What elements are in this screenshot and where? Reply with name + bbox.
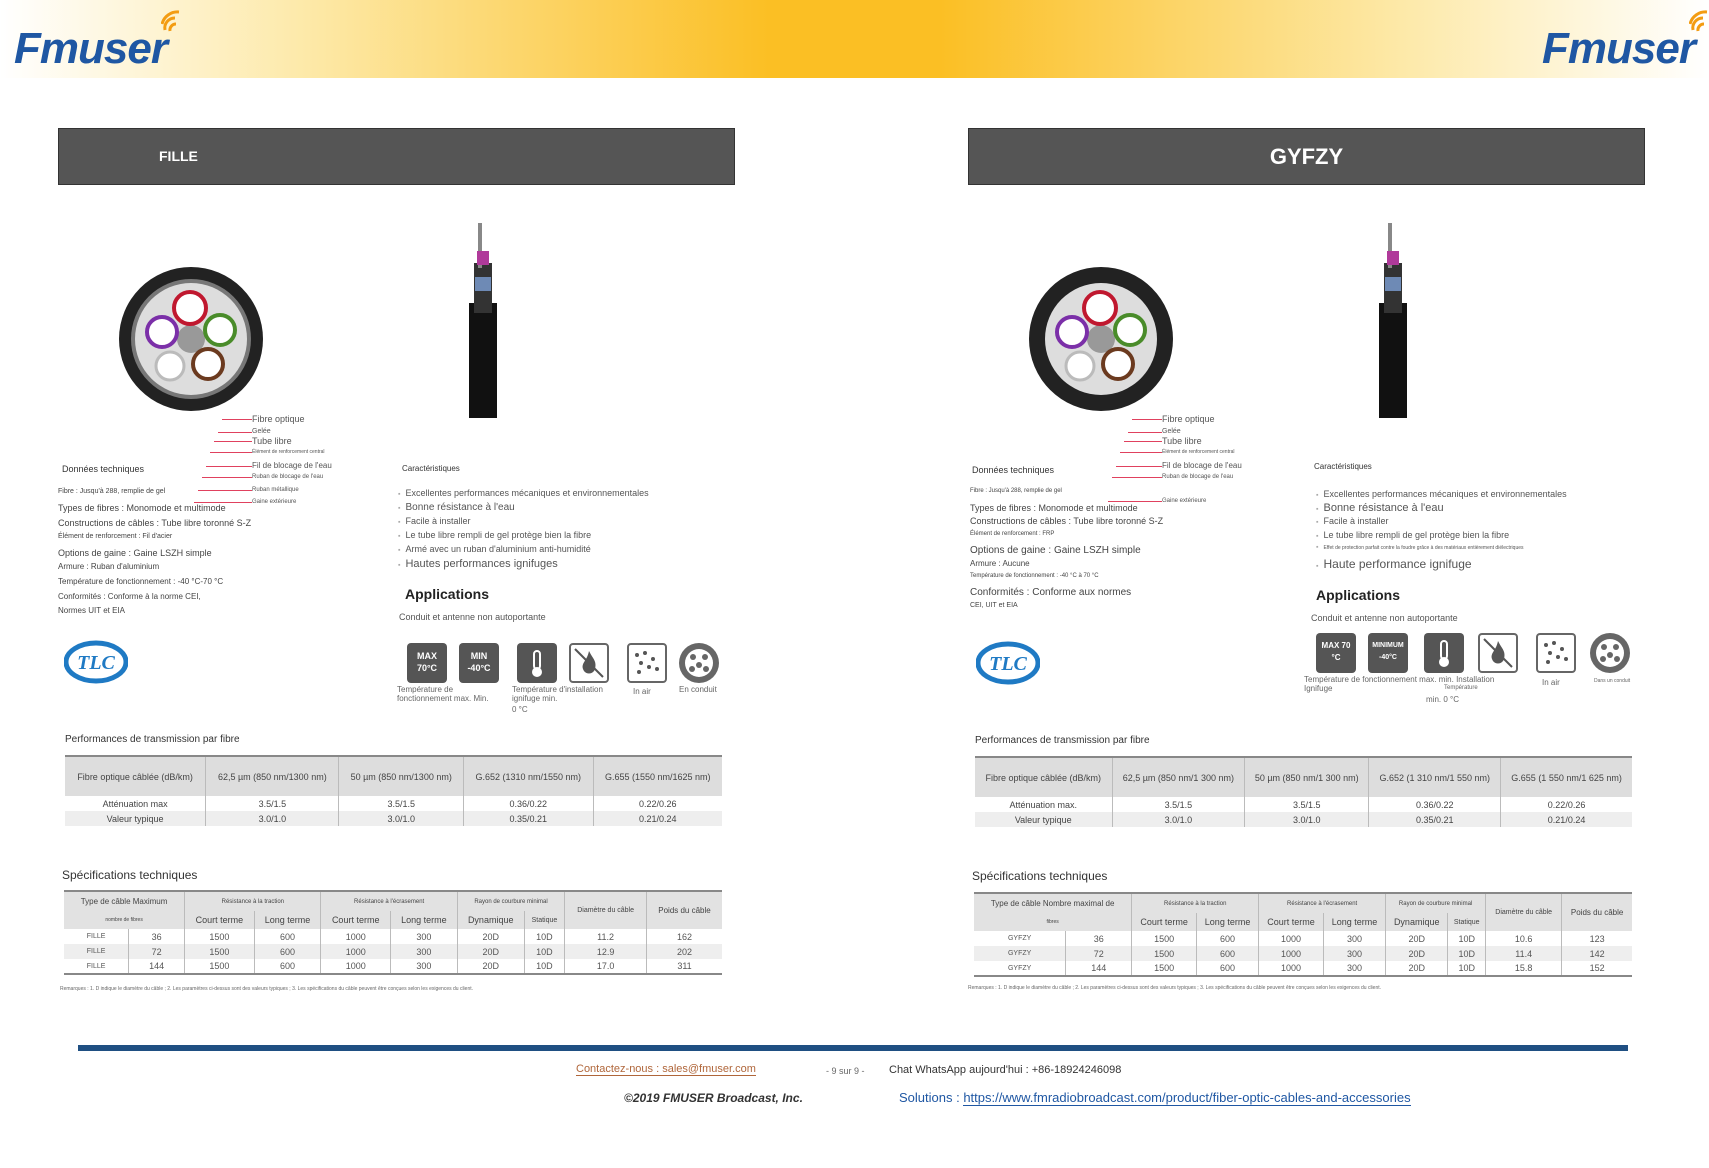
- table-cell: 1000: [1259, 931, 1324, 946]
- footer-divider: [78, 1045, 1628, 1051]
- transmission-table: [975, 756, 1632, 827]
- table-cell: 144: [129, 959, 185, 974]
- applications-title: Applications: [1316, 587, 1401, 603]
- table-cell: 3.5/1.5: [1245, 797, 1369, 812]
- feature-item: ▪ Le tube libre rempli de gel protège bien la fibre: [398, 530, 591, 540]
- tech-item: Conformités : Conforme aux normes: [970, 587, 1132, 598]
- applications-title: Applications: [405, 586, 490, 602]
- table-cell: FILLE: [86, 948, 106, 955]
- tech-item: Constructions de câbles : Tube libre toronné S-Z: [58, 518, 252, 528]
- table-cell: 600: [254, 959, 321, 974]
- transmission-table-title: Performances de transmission par fibre: [65, 734, 240, 745]
- table-row: [64, 959, 722, 974]
- table-cell: Valeur typique: [106, 813, 164, 824]
- table-cell: 20D: [457, 929, 524, 944]
- spec-table: [974, 892, 1632, 977]
- tech-item: Armure : Aucune: [970, 559, 1030, 568]
- table-header-cell: 62,5 µm (850 nm/1 300 nm): [1112, 757, 1245, 797]
- table-header-row: [64, 891, 722, 911]
- contact-email-link[interactable]: Contactez-nous : sales@fmuser.com: [576, 1063, 756, 1075]
- table-row: [975, 797, 1632, 812]
- callout-line: [1112, 477, 1162, 478]
- callout-line: [1132, 419, 1162, 420]
- table-cell: 1000: [1259, 961, 1324, 976]
- table-cell: 0.35/0.21: [1369, 812, 1501, 827]
- tech-item: Conformités : Conforme à la norme CEI,: [58, 592, 201, 601]
- callout-line: [1124, 441, 1162, 442]
- table-row: [974, 931, 1632, 946]
- table-cell: Atténuation max: [102, 798, 168, 809]
- table-header-cell: 62,5 µm (850 nm/1300 nm): [206, 756, 339, 796]
- table-cell: 162: [647, 929, 723, 944]
- callout-label: Tube libre: [252, 436, 292, 446]
- table-cell: 10.6: [1486, 931, 1562, 946]
- table-cell: 10D: [524, 944, 565, 959]
- table-header-cell: Long terme: [390, 911, 457, 929]
- table-row: [975, 812, 1632, 827]
- table-cell: 600: [1196, 961, 1258, 976]
- icon-caption-in-air: In air: [1542, 678, 1560, 687]
- table-cell: 3.5/1.5: [339, 796, 463, 811]
- tech-item: Normes UIT et EIA: [58, 606, 125, 615]
- feature-item: ▪ Facile à installer: [398, 516, 471, 526]
- table-header-cell: Statique: [1448, 913, 1486, 931]
- table-header-cell: 50 µm (850 nm/1 300 nm): [1245, 757, 1369, 797]
- table-cell: 10D: [1448, 961, 1486, 976]
- table-cell: Atténuation max.: [1009, 799, 1078, 810]
- table-header-cell: Court terme: [1132, 913, 1197, 931]
- product-title: GYFZY: [1269, 144, 1344, 169]
- table-header-cell: Rayon de courbure minimal: [457, 891, 564, 911]
- table-header-cell: 50 µm (850 nm/1300 nm): [339, 756, 463, 796]
- callout-label: Gelée: [252, 428, 271, 435]
- table-cell: 300: [390, 944, 457, 959]
- max-temp-icon: MAX 70 °C: [1316, 633, 1356, 673]
- icon-caption-install-temp-value: min. 0 °C: [1426, 695, 1459, 704]
- table-cell: 3.0/1.0: [206, 811, 339, 826]
- copyright: ©2019 FMUSER Broadcast, Inc.: [624, 1091, 803, 1105]
- table-header-cell: Court terme: [321, 911, 390, 929]
- table-cell: 300: [390, 959, 457, 974]
- callout-label: Gelée: [1162, 428, 1181, 435]
- callout-label: Fibre optique: [1162, 414, 1215, 424]
- callout-line: [210, 452, 252, 453]
- callout-line: [222, 419, 252, 420]
- table-cell: 10D: [1448, 931, 1486, 946]
- thermometer-icon: [517, 643, 557, 683]
- table-header-cell: Rayon de courbure minimal: [1386, 893, 1486, 913]
- table-header-cell: G.652 (1310 nm/1550 nm): [463, 756, 593, 796]
- callout-line: [1120, 452, 1162, 453]
- tlc-text: TLC: [77, 652, 115, 674]
- in-air-icon: [627, 643, 667, 683]
- table-cell: 36: [1066, 931, 1132, 946]
- table-cell: 10D: [524, 929, 565, 944]
- icon-caption-in-conduit: En conduit: [679, 685, 717, 694]
- table-header-cell: Fibre optique câblée (dB/km): [985, 772, 1102, 783]
- tlc-certification-logo: [976, 641, 1040, 685]
- tech-item: Température de fonctionnement : -40 °C à 70 °C: [970, 573, 1099, 579]
- header-band: [0, 0, 1709, 78]
- callout-label: Gaine extérieure: [252, 499, 296, 505]
- min-temp-icon: MINIMUM -40°C: [1368, 633, 1408, 673]
- table-header-cell: Dynamique: [1386, 913, 1448, 931]
- table-cell: 0.21/0.24: [1501, 812, 1632, 827]
- applications-desc: Conduit et antenne non autoportante: [399, 612, 546, 622]
- tech-item: Élément de renforcement : FRP: [970, 531, 1055, 537]
- table-row: [974, 946, 1632, 961]
- tech-item: Types de fibres : Monomode et multimode: [58, 503, 226, 513]
- in-conduit-icon: [679, 643, 719, 683]
- callout-line: [206, 466, 252, 467]
- tech-item: Options de gaine : Gaine LSZH simple: [970, 545, 1141, 556]
- icon-caption-ignifuge: Ignifuge: [1304, 684, 1333, 693]
- table-cell: 0.22/0.26: [593, 796, 722, 811]
- table-cell: 300: [1323, 946, 1385, 961]
- table-cell: 600: [1196, 946, 1258, 961]
- table-cell: 300: [1323, 931, 1385, 946]
- table-cell: GYFZY: [1007, 950, 1032, 957]
- callout-line: [1108, 501, 1162, 502]
- feature-item: ▪ Bonne résistance à l'eau: [1316, 502, 1444, 514]
- table-header-cell: Résistance à la traction: [1132, 893, 1259, 913]
- table-cell: 72: [129, 944, 185, 959]
- cable-photo: [1373, 223, 1413, 418]
- table-header-cell: Diamètre du câble: [565, 891, 647, 929]
- tech-item: Constructions de câbles : Tube libre toronné S-Z: [970, 516, 1164, 526]
- page-number: - 9 sur 9 -: [826, 1066, 865, 1076]
- table-cell: GYFZY: [1007, 964, 1032, 972]
- table-cell: 1500: [1132, 931, 1197, 946]
- feature-item: ▪ Facile à installer: [1316, 516, 1389, 526]
- spec-table-title: Spécifications techniques: [62, 868, 198, 882]
- icon-caption-install-temp: Température: [1444, 685, 1478, 691]
- title-bar: [58, 128, 735, 185]
- callout-label: Élément de renforcement central: [252, 449, 325, 455]
- table-cell: 20D: [1386, 961, 1448, 976]
- tech-item: Fibre : Jusqu'à 288, remplie de gel: [970, 488, 1062, 494]
- table-cell: 0.36/0.22: [1369, 797, 1501, 812]
- icon-caption-operating-temp: Température de fonctionnement max. Min.: [397, 685, 489, 703]
- min-temp-icon: MIN -40°C: [459, 643, 499, 683]
- tech-data-title: Données techniques: [62, 464, 145, 474]
- table-row: [64, 929, 722, 944]
- table-cell: FILLE: [86, 933, 106, 940]
- table-header-cell: Long terme: [1196, 913, 1258, 931]
- fire-retardant-icon: [1478, 633, 1518, 673]
- table-cell: 1000: [321, 959, 390, 974]
- tech-item: CEI, UIT et EIA: [970, 602, 1018, 609]
- transmission-table-title: Performances de transmission par fibre: [975, 735, 1150, 746]
- remark-text: Remarques : 1. D indique le diamètre du câble ; 2. Les paramètres ci-dessus sont des valeurs typiques ; 3. Les spécifications du câble peuvent être conçues selon les exigences du client.: [60, 986, 474, 992]
- callout-label: Fil de blocage de l'eau: [1162, 461, 1242, 470]
- callout-label: Ruban de blocage de l'eau: [1162, 474, 1233, 480]
- wifi-wave-icon: [161, 10, 189, 32]
- callout-line: [198, 490, 252, 491]
- table-cell: 1000: [321, 929, 390, 944]
- fire-retardant-icon: [569, 643, 609, 683]
- solutions-line: [899, 1090, 1411, 1105]
- table-header-cell: Poids du câble: [1562, 893, 1632, 931]
- table-cell: 123: [1562, 931, 1632, 946]
- table-header-cell: Court terme: [1259, 913, 1324, 931]
- table-cell: 20D: [457, 944, 524, 959]
- table-cell: 1500: [185, 959, 254, 974]
- table-cell: 1500: [185, 944, 254, 959]
- feature-item: ▪ Excellentes performances mécaniques et environnementales: [398, 488, 649, 498]
- table-cell: 20D: [1386, 931, 1448, 946]
- table-cell: Valeur typique: [1014, 814, 1072, 825]
- table-header-cell: G.652 (1 310 nm/1 550 nm): [1369, 757, 1501, 797]
- table-cell: 3.0/1.0: [339, 811, 463, 826]
- table-cell: 3.0/1.0: [1245, 812, 1369, 827]
- table-cell: 1500: [1132, 961, 1197, 976]
- title-bar: [968, 128, 1645, 185]
- table-header-row: [975, 757, 1632, 797]
- table-header-cell: fibres: [1046, 919, 1059, 925]
- table-header-cell: Long terme: [1323, 913, 1385, 931]
- whatsapp-contact: Chat WhatsApp aujourd'hui : +86-18924246098: [889, 1064, 1122, 1076]
- callout-label: Tube libre: [1162, 436, 1202, 446]
- product-title: FILLE: [159, 148, 198, 164]
- feature-item: ▪ Excellentes performances mécaniques et environnementales: [1316, 489, 1567, 499]
- table-cell: 0.36/0.22: [463, 796, 593, 811]
- tlc-certification-logo: [64, 640, 128, 684]
- product-panel-gyfzy: [968, 128, 1648, 998]
- feature-item: ▪ Armé avec un ruban d'aluminium anti-humidité: [398, 544, 591, 554]
- callout-line: [1128, 432, 1162, 433]
- callout-label: Ruban métallique: [252, 487, 299, 493]
- table-cell: GYFZY: [1007, 935, 1032, 942]
- table-cell: 17.0: [565, 959, 647, 974]
- callout-line: [1116, 466, 1162, 467]
- tech-item: Armure : Ruban d'aluminium: [58, 562, 160, 571]
- table-header-cell: Statique: [524, 911, 565, 929]
- table-cell: 11.4: [1486, 946, 1562, 961]
- table-header-cell: G.655 (1 550 nm/1 625 nm): [1501, 757, 1632, 797]
- cable-cross-section-image: [1028, 266, 1174, 412]
- icon-caption-in-air: In air: [633, 687, 651, 696]
- table-cell: 20D: [457, 959, 524, 974]
- fmuser-logo-left: [14, 24, 167, 74]
- table-header-row: [65, 756, 722, 796]
- thermometer-icon: [1424, 633, 1464, 673]
- features-title: Caractéristiques: [1314, 462, 1372, 471]
- table-header-cell: Poids du câble: [647, 891, 723, 929]
- remark-text: Remarques : 1. D indique le diamètre du câble ; 2. Les paramètres ci-dessus sont des valeurs typiques ; 3. Les spécifications du câble peuvent être conçues selon les exigences du client.: [968, 985, 1382, 991]
- wifi-wave-icon: [1689, 10, 1709, 32]
- table-cell: 311: [647, 959, 723, 974]
- table-cell: 1000: [1259, 946, 1324, 961]
- table-header-cell: Diamètre du câble: [1486, 893, 1562, 931]
- applications-desc: Conduit et antenne non autoportante: [1311, 613, 1458, 623]
- feature-item: ▪ Haute performance ignifuge: [1316, 557, 1472, 571]
- transmission-table: [65, 755, 722, 826]
- tech-item: Température de fonctionnement : -40 °C-70 °C: [58, 577, 224, 586]
- table-cell: 3.5/1.5: [1112, 797, 1245, 812]
- table-cell: 202: [647, 944, 723, 959]
- icon-caption-install-temp-value: 0 °C: [512, 705, 528, 714]
- solutions-label: Solutions :: [899, 1090, 964, 1105]
- cable-photo: [463, 223, 503, 418]
- table-header-cell: Fibre optique câblée (dB/km): [77, 771, 193, 782]
- table-header-cell: Résistance à l'écrasement: [1259, 893, 1386, 913]
- feature-item: ▪ Effet de protection parfait contre la foudre grâce à des matériaux entièrement diélectriques: [1316, 544, 1524, 551]
- table-cell: 36: [129, 929, 185, 944]
- callout-label: Fil de blocage de l'eau: [252, 461, 332, 470]
- logo-text: Fmuser: [14, 24, 167, 73]
- table-header-cell: Long terme: [254, 911, 321, 929]
- icon-caption-operating-temp: Température de fonctionnement max. min. Installation: [1304, 675, 1495, 684]
- table-cell: 300: [1323, 961, 1385, 976]
- table-cell: 10D: [524, 959, 565, 974]
- table-header-row: [974, 893, 1632, 913]
- spec-table: [64, 890, 722, 975]
- table-cell: 10D: [1448, 946, 1486, 961]
- table-cell: 11.2: [565, 929, 647, 944]
- callout-label: Ruban de blocage de l'eau: [252, 474, 323, 480]
- table-row: [974, 961, 1632, 976]
- table-header-cell: Type de câble Nombre maximal de: [990, 899, 1115, 908]
- table-cell: 3.0/1.0: [1112, 812, 1245, 827]
- table-row: [65, 796, 722, 811]
- table-cell: FILLE: [86, 962, 106, 970]
- callout-label: Élément de renforcement central: [1162, 449, 1235, 455]
- table-cell: 600: [254, 929, 321, 944]
- spec-table-title: Spécifications techniques: [972, 869, 1108, 883]
- callout-label: Fibre optique: [252, 414, 305, 424]
- table-header-cell: Dynamique: [457, 911, 524, 929]
- icon-caption-in-conduit: Dans un conduit: [1594, 678, 1631, 684]
- table-cell: 72: [1066, 946, 1132, 961]
- table-cell: 12.9: [565, 944, 647, 959]
- in-conduit-icon: [1590, 633, 1630, 673]
- icon-caption-install-temp: Température d'installation ignifuge min.: [512, 685, 603, 703]
- table-header-cell: Court terme: [185, 911, 254, 929]
- table-cell: 1500: [1132, 946, 1197, 961]
- table-header-cell: Résistance à la traction: [185, 891, 321, 911]
- table-cell: 15.8: [1486, 961, 1562, 976]
- table-cell: 144: [1066, 961, 1132, 976]
- table-cell: 600: [254, 944, 321, 959]
- cable-cross-section-image: [118, 266, 264, 412]
- feature-item: ▪ Bonne résistance à l'eau: [398, 502, 515, 513]
- tech-item: Fibre : Jusqu'à 288, remplie de gel: [58, 488, 166, 495]
- tech-item: Types de fibres : Monomode et multimode: [970, 503, 1138, 513]
- callout-line: [202, 477, 252, 478]
- max-temp-icon: MAX 70°C: [407, 643, 447, 683]
- table-row: [65, 811, 722, 826]
- table-cell: 1000: [321, 944, 390, 959]
- table-header-cell: G.655 (1550 nm/1625 nm): [593, 756, 722, 796]
- table-cell: 3.5/1.5: [206, 796, 339, 811]
- table-row: [64, 944, 722, 959]
- feature-item: ▪ Hautes performances ignifuges: [398, 558, 558, 570]
- table-cell: 0.22/0.26: [1501, 797, 1632, 812]
- tech-item: Options de gaine : Gaine LSZH simple: [58, 548, 212, 558]
- table-cell: 0.35/0.21: [463, 811, 593, 826]
- table-cell: 20D: [1386, 946, 1448, 961]
- table-cell: 300: [390, 929, 457, 944]
- callout-label: Gaine extérieure: [1162, 498, 1206, 504]
- table-header-cell: Résistance à l'écrasement: [321, 891, 457, 911]
- logo-text: Fmuser: [1542, 24, 1695, 73]
- in-air-icon: [1536, 633, 1576, 673]
- tech-item: Élément de renforcement : Fil d'acier: [58, 533, 173, 540]
- table-cell: 0.21/0.24: [593, 811, 722, 826]
- tlc-text: TLC: [989, 653, 1027, 675]
- features-title: Caractéristiques: [402, 464, 460, 473]
- table-header-cell: Type de câble Maximum: [80, 897, 168, 906]
- table-cell: 600: [1196, 931, 1258, 946]
- callout-line: [218, 432, 252, 433]
- feature-item: ▪ Le tube libre rempli de gel protège bien la fibre: [1316, 530, 1509, 540]
- table-cell: 1500: [185, 929, 254, 944]
- callout-line: [214, 441, 252, 442]
- table-cell: 152: [1562, 961, 1632, 976]
- product-panel-fille: [58, 128, 738, 998]
- table-header-cell: nombre de fibres: [105, 917, 143, 923]
- fmuser-logo-right: [1542, 24, 1695, 74]
- table-cell: 142: [1562, 946, 1632, 961]
- tech-data-title: Données techniques: [972, 465, 1055, 475]
- solutions-link[interactable]: https://www.fmradiobroadcast.com/product/fiber-optic-cables-and-accessories: [963, 1090, 1411, 1105]
